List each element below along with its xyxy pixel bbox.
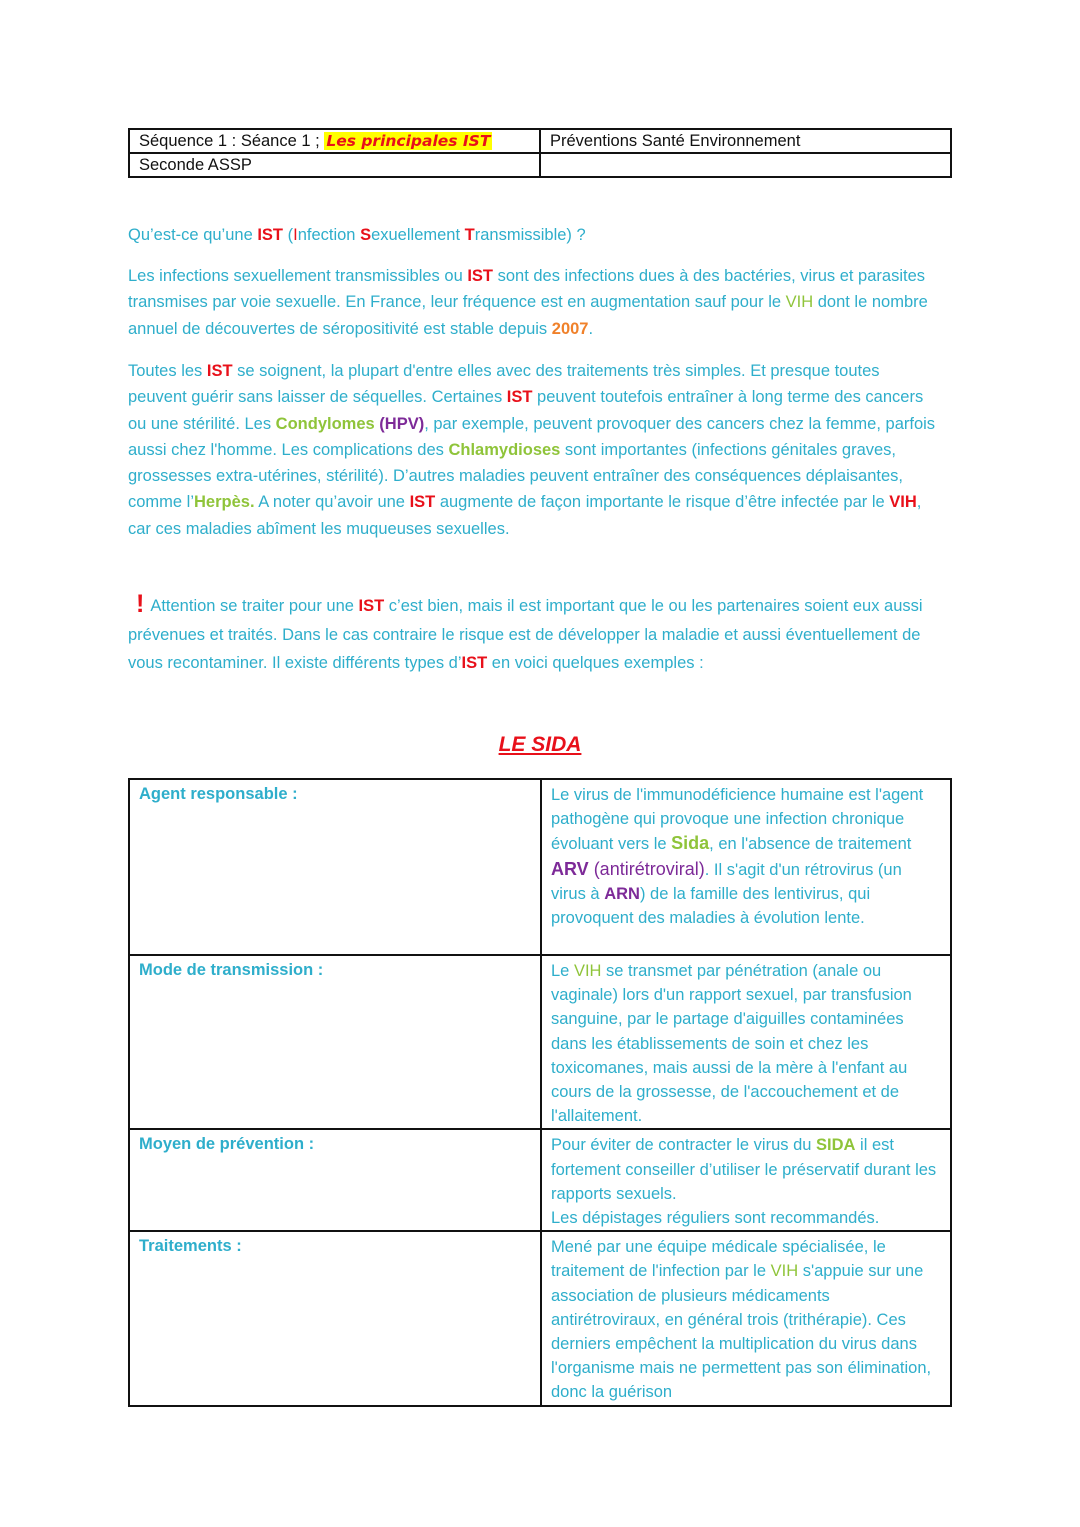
paragraph-text: dont le nombre annuel de découvertes de séropositivité est stable depuis — [128, 293, 928, 338]
cell-text: Pour éviter de contracter le virus du — [551, 1136, 817, 1155]
prevention-label: Moyen de prévention : — [129, 1129, 541, 1231]
paragraph-text: , par exemple, peuvent provoquer des cancers chez la femme, parfois aussi chez l'homme. Les complications des — [128, 414, 936, 459]
keyword-sida: SIDA — [816, 1136, 856, 1155]
header-class-cell — [129, 153, 540, 177]
header-sequence-cell — [129, 129, 540, 153]
acronym-letter: I — [293, 226, 298, 244]
header-subject-cell — [540, 129, 951, 153]
header-table — [128, 128, 952, 178]
keyword-vih: VIH — [785, 293, 814, 312]
keyword-vih: VIH — [573, 962, 602, 980]
paragraph-text: en voici quelques exemples : — [487, 654, 704, 672]
paragraph-text: . — [588, 319, 594, 338]
table-row-prevention — [129, 1129, 951, 1231]
prevention-content — [541, 1129, 951, 1231]
keyword-condylomes: Condylomes — [275, 414, 375, 433]
transmission-content — [541, 955, 951, 1129]
keyword-ist: IST — [461, 654, 488, 672]
paragraph-text: sont importantes (infections génitales graves, grossesses extra-utérines, stérilité). D’autres maladies peuvent entraîner des conséquences déplaisantes, comme l’ — [128, 440, 903, 512]
intro-paragraph-1 — [128, 263, 940, 342]
acronym-letter: T — [464, 226, 475, 244]
treatment-label: Traitements : — [129, 1231, 541, 1405]
class-label: Seconde ASSP — [139, 156, 252, 174]
intro-paragraph-2 — [128, 358, 940, 542]
cell-text: il est fortement conseiller d’utiliser le préservatif durant les rapports sexuels. — [551, 1136, 937, 1203]
keyword-arn: ARN — [604, 884, 640, 903]
agent-content — [541, 779, 951, 955]
keyword-hpv: (HPV) — [374, 414, 425, 433]
question-text: ransmissible) ? — [474, 226, 586, 244]
keyword-vih: VIH — [889, 493, 917, 512]
question-text: Qu’est-ce qu’une — [128, 226, 258, 244]
keyword-ist: IST — [506, 388, 533, 407]
keyword-year: 2007 — [551, 319, 589, 338]
paragraph-text: A noter qu’avoir une — [254, 493, 410, 512]
keyword-antiretroviral: (antirétroviral) — [588, 858, 705, 879]
intro-question — [128, 222, 940, 248]
subject-label: Préventions Santé Environnement — [550, 132, 801, 150]
keyword-ist: IST — [257, 226, 283, 244]
cell-text: ) de la famille des lentivirus, qui provoquent des maladies à évolution lente. — [551, 884, 871, 928]
lesson-title: Les principales IST — [326, 132, 491, 150]
table-row-treatment — [129, 1231, 951, 1405]
keyword-sida: Sida — [671, 833, 710, 854]
section-title: LE SIDA — [498, 733, 582, 756]
paragraph-text: Les infections sexuellement transmissibles ou — [128, 267, 468, 285]
paragraph-text: augmente de façon importante le risque d’être infectée par le — [435, 493, 890, 512]
paragraph-text: se soignent, la plupart d'entre elles avec des traitements très simples. Et presque toutes peuvent guérir sans laisser de séquelles. Certaines — [128, 362, 880, 407]
cell-text: , en l'absence de traitement — [709, 835, 912, 854]
keyword-herpes: Herpès. — [194, 493, 255, 512]
acronym-letter: S — [360, 226, 372, 244]
header-empty-cell — [540, 153, 951, 177]
cell-text: Le — [551, 962, 574, 980]
paragraph-text: , car ces maladies abîment les muqueuses sexuelles. — [128, 493, 922, 538]
cell-text: . Il s'agit d'un rétrovirus (un virus à — [551, 860, 902, 903]
question-text: exuellement — [371, 226, 465, 244]
cell-text: Mené par une équipe médicale spécialisée, le traitement de l'infection par le — [551, 1238, 886, 1281]
question-text: ( — [283, 226, 294, 244]
table-row-agent — [129, 779, 951, 955]
paragraph-text: peuvent toutefois entraîner à long terme des cancers ou une stérilité. Les — [128, 388, 924, 433]
keyword-ist: IST — [467, 267, 494, 285]
paragraph-text: sont des infections dues à des bactéries, virus et parasites transmises par voie sexuelle. En France, leur fréquence est en augmentation sauf pour le — [128, 267, 925, 312]
question-text: nfection — [297, 226, 361, 244]
keyword-ist: IST — [206, 362, 233, 380]
cell-text: se transmet par pénétration (anale ou vaginale) lors d'un rapport sexuel, par transfusion sanguine, par le partage d'aiguilles contaminées dans les établissements de soin et chez les toxicomanes, mais aussi de la mère à l'enfant au cours de la grossesse, de l'accouchement et de l'allaitement. — [551, 962, 912, 1126]
cell-text: Le virus de l'immunodéficience humaine est l'agent pathogène qui provoque une infection chronique évoluant vers le — [551, 786, 924, 854]
treatment-content — [541, 1231, 951, 1405]
keyword-ist: IST — [409, 493, 436, 512]
keyword-arv: ARV — [551, 858, 589, 879]
table-row-transmission — [129, 955, 951, 1129]
warning-exclamation-icon: ! — [136, 590, 145, 618]
paragraph-text: c’est bien, mais il est important que le ou les partenaires soient eux aussi prévenues et traités. Dans le cas contraire le risque est de développer la maladie et aussi éventuellement de vous recontaminer. Il existe différents types d’ — [128, 597, 923, 672]
cell-text: Les dépistages réguliers sont recommandés. — [551, 1209, 880, 1228]
transmission-label: Mode de transmission : — [129, 955, 541, 1129]
sida-info-table — [128, 778, 952, 1407]
keyword-ist: IST — [358, 597, 385, 615]
keyword-vih: VIH — [770, 1262, 799, 1281]
cell-text: s'appuie sur une association de plusieurs médicaments antirétroviraux, en général trois (trithérapie). Ces derniers empêchent la multiplication du virus dans l'organisme mais ne permettent pas son élimination, donc la guérison — [551, 1262, 932, 1402]
sequence-label: Séquence 1 : Séance 1 ; — [139, 132, 320, 150]
agent-label: Agent responsable : — [129, 779, 541, 955]
keyword-chlamydioses: Chlamydioses — [448, 440, 561, 459]
paragraph-text: Attention se traiter pour une — [150, 597, 359, 615]
paragraph-text: Toutes les — [128, 362, 207, 380]
intro-paragraph-3 — [128, 590, 940, 678]
